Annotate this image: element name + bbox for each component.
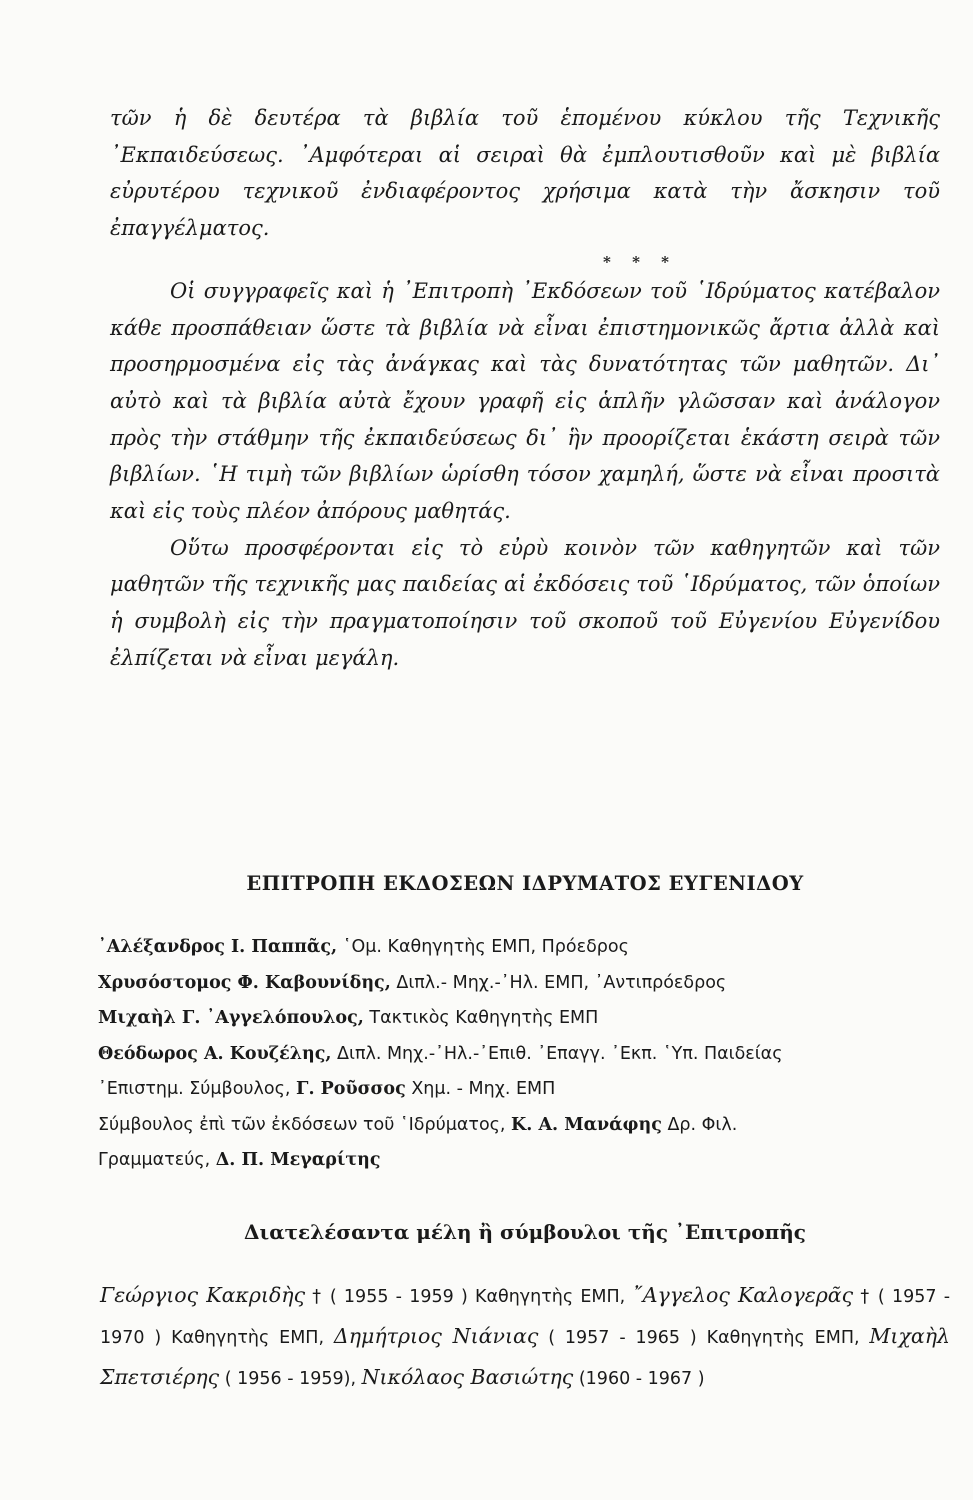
- member-role: Διπλ.- Μηχ.-᾿Ηλ. ΕΜΠ, ᾿Αντιπρόεδρος: [390, 972, 727, 993]
- past-members-heading: Διατελέσαντα μέλη ἢ σύμβουλοι τῆς ᾿Επιτροπῆς: [244, 1220, 806, 1244]
- past-member-detail: (1960 - 1967 ): [573, 1369, 705, 1389]
- member-prefix: Σύμβουλος ἐπὶ τῶν ἐκδόσεων τοῦ ῾Ιδρύματος,: [98, 1114, 512, 1135]
- member-name: ᾿Αλέξανδρος Ι. Παππᾶς,: [98, 937, 338, 957]
- member-name: Θεόδωρος Α. Κουζέλης,: [98, 1043, 332, 1064]
- member-prefix: ᾿Επιστημ. Σύμβουλος,: [98, 1079, 297, 1099]
- member-name: Χρυσόστομος Φ. Καβουνίδης,: [98, 972, 391, 993]
- committee-heading: ΕΠΙΤΡΟΠΗ ΕΚΔΟΣΕΩΝ ΙΔΡΥΜΑΤΟΣ ΕΥΓΕΝΙΔΟΥ: [246, 872, 804, 895]
- member-role: Διπλ. Μηχ.-᾿Ηλ.-᾿Επιθ. ᾿Επαγγ. ᾿Εκπ. ῾Υπ. Παιδείας: [331, 1043, 783, 1064]
- member-line: [98, 1143, 958, 1179]
- member-name: Μιχαὴλ Γ. ᾿Αγγελόπουλος,: [98, 1008, 364, 1028]
- intro-paragraph: τῶν ἡ δὲ δευτέρα τὰ βιβλία τοῦ ἑπομένου κύκλου τῆς Τεχνικῆς ᾿Εκπαιδεύσεως. ᾿Αμφότεραι αἱ σειραὶ θὰ ἐμπλουτισθοῦν καὶ μὲ βιβλία εὐρυτέρου τεχνικοῦ ἐνδιαφέροντος χρήσιμα κατὰ τὴν ἄσκησιν τοῦ ἐπαγγέλματος.: [110, 106, 940, 241]
- past-member-name: ῎Αγγελος Καλογερᾶς: [632, 1283, 854, 1307]
- paragraph-offerings: Οὕτω προσφέρονται εἰς τὸ εὐρὺ κοινὸν τῶν καθηγητῶν καὶ τῶν μαθητῶν τῆς τεχνικῆς μας παιδείας αἱ ἐκδόσεις τοῦ ῾Ιδρύματος, τῶν ὁποίων ἡ συμβολὴ εἰς τὴν πραγματοποίησιν τοῦ σκοποῦ τοῦ Εὐγενίου Εὐγενίδου ἐλπίζεται νὰ εἶναι μεγάλη.: [110, 535, 940, 670]
- member-line: [98, 966, 958, 1002]
- past-member-detail: † ( 1957 - 1970 ) Καθηγητὴς ΕΜΠ,: [100, 1287, 951, 1348]
- past-member-name: Μιχαὴλ Σπετσιέρης: [100, 1324, 950, 1389]
- member-role: Τακτικὸς Καθηγητὴς ΕΜΠ: [363, 1008, 599, 1028]
- member-role: Δρ. Φιλ.: [661, 1114, 738, 1135]
- past-members-paragraph: [100, 1276, 950, 1399]
- member-line: [98, 1072, 958, 1108]
- past-member-detail: ( 1957 - 1965 ) Καθηγητὴς ΕΜΠ,: [538, 1328, 870, 1348]
- member-line: [98, 1037, 958, 1073]
- member-name: Δ. Π. Μεγαρίτης: [215, 1150, 381, 1170]
- member-line: [98, 930, 958, 966]
- member-line: [98, 1108, 958, 1144]
- member-role: Χημ. - Μηχ. ΕΜΠ: [405, 1079, 556, 1099]
- member-name: Γ. Ροῦσσος: [296, 1079, 406, 1099]
- committee-members: [98, 930, 958, 1179]
- member-line: [98, 1001, 958, 1037]
- member-role: ῾Ομ. Καθηγητὴς ΕΜΠ, Πρόεδρος: [337, 937, 629, 957]
- past-member-detail: ( 1956 - 1959),: [219, 1369, 362, 1389]
- paragraph-authors: Οἱ συγγραφεῖς καὶ ἡ ᾿Επιτροπὴ ᾿Εκδόσεων τοῦ ῾Ιδρύματος κατέβαλον κάθε προσπάθειαν ὥστε τὰ βιβλία νὰ εἶναι ἐπιστημονικῶς ἄρτια ἀλλὰ καὶ προσηρμοσμένα εἰς τὰς ἀνάγκας καὶ τὰς δυνατότητας τῶν μαθητῶν. Δι᾿ αὐτὸ καὶ τὰ βιβλία αὐτὰ ἔχουν γραφῆ εἰς ἁπλῆν γλῶσσαν καὶ ἀνάλογον πρὸς τὴν στάθμην τῆς ἐκπαιδεύσεως δι᾿ ἣν προορίζεται ἑκάστη σειρὰ τῶν βιβλίων. ῾Η τιμὴ τῶν βιβλίων ὡρίσθη τόσον χαμηλή, ὥστε νὰ εἶναι προσιτὰ καὶ εἰς τοὺς πλέον ἀπόρους μαθητάς.: [110, 278, 940, 524]
- member-name: Κ. Α. Μανάφης: [511, 1114, 662, 1135]
- past-member-name: Νικόλαος Βασιώτης: [361, 1365, 574, 1389]
- past-member-detail: † ( 1955 - 1959 ) Καθηγητὴς ΕΜΠ,: [305, 1287, 633, 1307]
- section-separator: * * *: [603, 252, 677, 271]
- past-member-name: Δημήτριος Νιάνιας: [333, 1324, 539, 1348]
- member-prefix: Γραμματεύς,: [98, 1150, 216, 1170]
- past-member-name: Γεώργιος Κακριδὴς: [100, 1283, 306, 1307]
- page-content: [98, 100, 951, 1389]
